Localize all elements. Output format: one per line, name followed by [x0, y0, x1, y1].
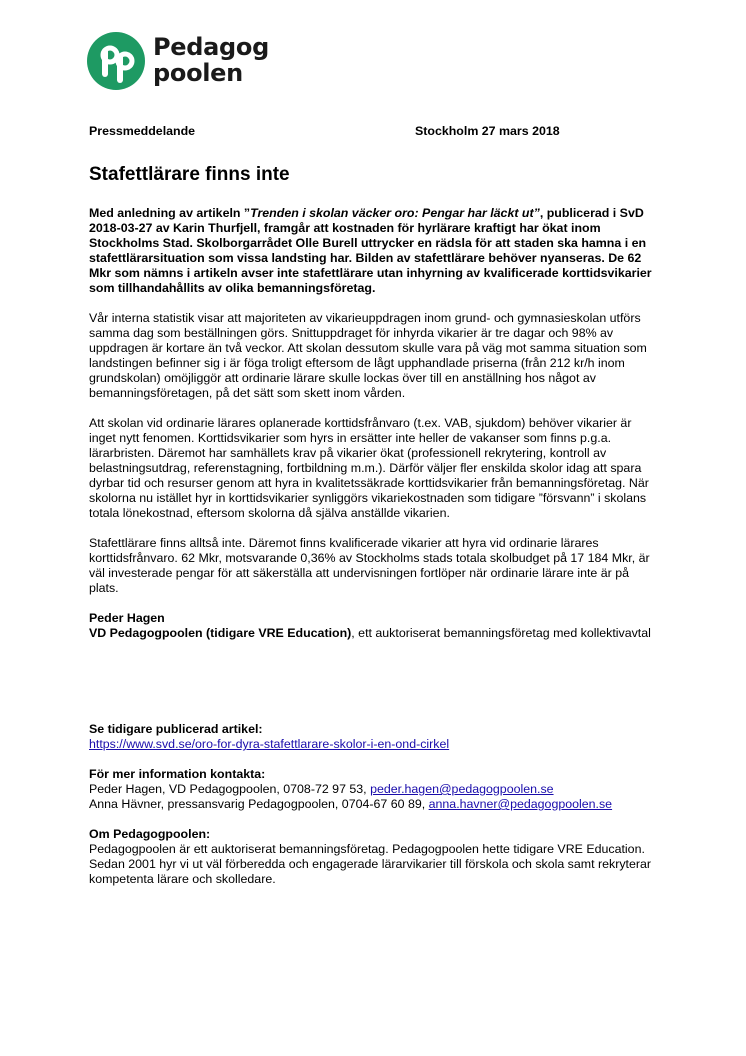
press-release [89, 124, 661, 887]
about-heading: Om Pedagogpoolen: [89, 827, 211, 841]
lead-article-title: Trenden i skolan väcker oro: Pengar har läckt ut” [250, 206, 540, 220]
signature-name: Peder Hagen [89, 611, 165, 625]
document-type: Pressmeddelande [89, 124, 196, 138]
logo-line-1: Pedagog [153, 33, 269, 61]
about-text: Pedagogpoolen är ett auktoriserat bemanningsföretag. Pedagogpoolen hette tidigare VRE Education. Sedan 2001 hyr vi ut väl förberedda och engagerade lärarvikarier till förskola och skola samt rekryterar kompetenta lärare och skolledare. [89, 842, 651, 886]
signature-title-rest: , ett auktoriserat bemanningsföretag med kollektivavtal [351, 626, 651, 640]
pedagogpoolen-logo [86, 31, 286, 91]
contact-details: Peder Hagen, VD Pedagogpoolen, 0708-72 97 53, [89, 782, 371, 796]
lead-body: , publicerad i SvD 2018-03-27 av Karin Thurfjell, framgår att kostnaden för hyrlärare kraftigt har ökat inom Stockholms Stad. Skolborgarrådet Olle Burell uttrycker en rädsla för att staden ska hamna i en stafettlärarsituation som vissa landsting har. Bilden av stafettlärare behöver nyanseras. De 62 Mkr som nämns i artikeln avser inte stafettlärare utan inhyrning av kvalificerade korttidsvikarier som tillhandahållits av olika bemanningsföretag. [89, 206, 652, 295]
lead-paragraph [89, 206, 661, 296]
article-heading: Se tidigare publicerad artikel: [89, 722, 263, 736]
lead-intro: Med anledning av artikeln ” [89, 206, 251, 220]
contact-email-link[interactable]: anna.havner@pedagogpoolen.se [428, 797, 613, 811]
signature-title: VD Pedagogpoolen (tidigare VRE Education) [89, 626, 352, 640]
article-link[interactable]: https://www.svd.se/oro-for-dyra-stafettlarare-skolor-i-en-ond-cirkel [89, 737, 450, 751]
body-paragraph-statistics: Vår interna statistik visar att majoriteten av vikarieuppdragen inom grund- och gymnasieskolan utförs samma dag som beställningen görs. Snittuppdraget för inhyrda vikarier är tre dagar och 98% av uppdragen är kortare än två veckor. Att skolan dessutom skulle vara på väg mot samma situation som landstingen befinner sig i är föga troligt eftersom de lågt upphandlade priserna (från 212 kr/h inom grundskolan) omöjliggör att ordinarie lärare skulle lockas över till en anställning hos något av bemanningsföretagen, på det sätt som skett inom vården. [89, 311, 647, 400]
contact-section [89, 767, 661, 812]
logo-wordmark [153, 34, 269, 86]
article-section [89, 722, 661, 752]
contact-row [89, 782, 661, 797]
contact-heading: För mer information kontakta: [89, 767, 266, 781]
contact-row [89, 797, 661, 812]
signature-role [89, 626, 661, 641]
place-date: Stockholm 27 mars 2018 [415, 124, 560, 138]
page-title: Stafettlärare finns inte [89, 164, 290, 185]
logo-line-2: poolen [153, 59, 243, 87]
about-section [89, 827, 661, 887]
header-meta [89, 124, 661, 140]
contact-email-link[interactable]: peder.hagen@pedagogpoolen.se [370, 782, 554, 796]
pp-logo-icon [86, 31, 146, 91]
signature [89, 611, 661, 641]
body-paragraph-conclusion: Stafettlärare finns alltså inte. Däremot finns kvalificerade vikarier att hyra vid ordinarie lärares korttidsfrånvaro. 62 Mkr, motsvarande 0,36% av Stockholms stads totala skolbudget på 17 184 Mkr, är väl investerade pengar för att säkerställa att undervisningen fortlöper när ordinarie lärare inte är på plats. [89, 536, 650, 595]
contact-details: Anna Hävner, pressansvarig Pedagogpoolen, 0704-67 60 89, [89, 797, 429, 811]
body-paragraph-substitutes: Att skolan vid ordinarie lärares oplanerade korttidsfrånvaro (t.ex. VAB, sjukdom) behöver vikarier är inget nytt fenomen. Korttidsvikarier som hyrs in ersätter inte heller de vakanser som finns p.g.a. lärarbristen. Däremot har samhällets krav på vikarier ökat (professionell rekrytering, kontroll av belastningsutdrag, referenstagning, fortbildning m.m.). Därför väljer fler enskilda skolor idag att spara dyrbar tid och resurser genom att hyra in kvalitetssäkrade korttidsvikarier från bemanningsföretag. När skolorna nu istället hyr in korttidsvikarier synliggörs vikariekostnaden som tidigare ”försvann” i skolans totala lönekostnad, eftersom skolorna då själva anställde vikarien. [89, 416, 649, 520]
